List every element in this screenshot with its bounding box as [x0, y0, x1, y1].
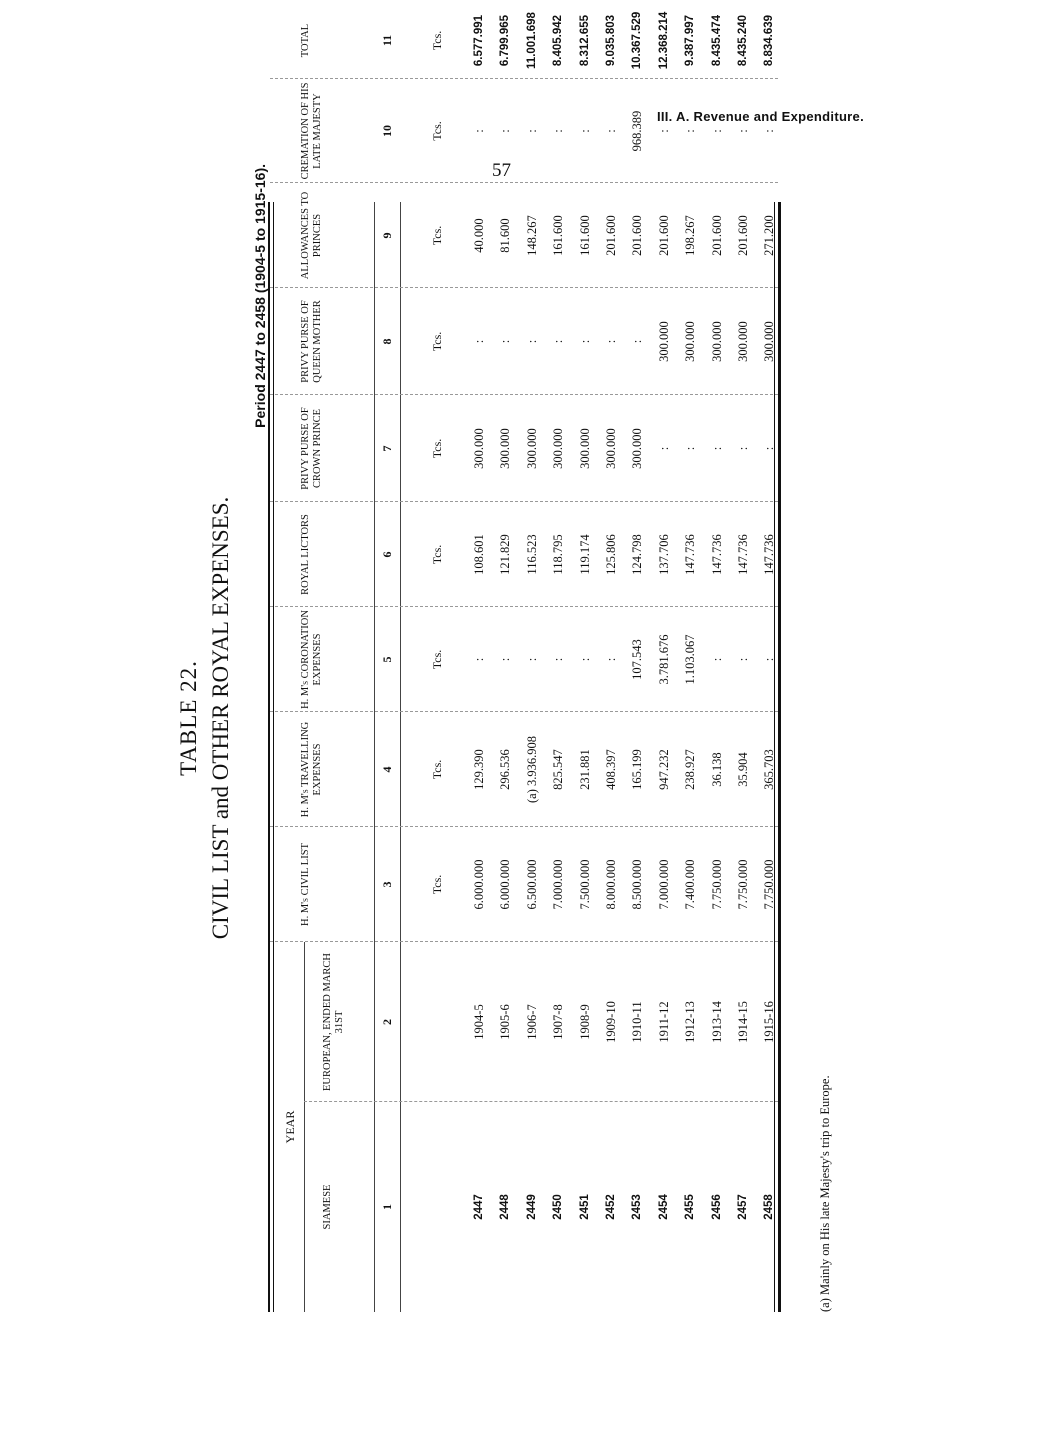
table-cell: 1912-13	[683, 1001, 698, 1043]
table-cell: 300.000	[709, 321, 724, 362]
table-cell: :	[498, 657, 513, 662]
table-cell: 2453	[631, 1194, 644, 1220]
table-cell: 7.400.000	[683, 859, 698, 910]
table-cell: :	[736, 129, 750, 133]
column-unit: Tcs.	[430, 649, 444, 670]
column-number: 10	[380, 125, 394, 137]
table-cell: :	[472, 657, 486, 662]
table-cell: :	[762, 446, 777, 451]
table-cell: 147.736	[709, 534, 724, 575]
table-cell: 2454	[657, 1194, 670, 1220]
table-cell: 300.000	[762, 321, 777, 362]
table-cell: 11.001.698	[525, 12, 538, 69]
footnote: (a) Mainly on His late Majesty's trip to Europe.	[818, 1075, 832, 1312]
table-cell: 147.736	[683, 534, 698, 575]
table-cell: 1.103.067	[683, 634, 698, 685]
table-cell: :	[709, 446, 724, 451]
table-cell: 201.600	[630, 215, 645, 256]
table-row	[758, 14, 780, 1312]
column-header: TOTAL	[300, 23, 311, 58]
column-unit: Tcs.	[430, 759, 444, 780]
table-cell: 968.389	[630, 110, 645, 152]
table-cell: 6.000.000	[472, 859, 486, 910]
column-unit: Tcs.	[430, 331, 444, 352]
table-cell: :	[683, 446, 698, 451]
column-unit: Tcs.	[430, 874, 444, 895]
table-cell: 2451	[578, 1194, 591, 1220]
table-cell: :	[498, 129, 513, 133]
column-header: H. M's TRAVELLING EXPENSES	[300, 721, 323, 818]
table-cell: :	[709, 657, 724, 662]
year-group-header: YEAR	[283, 1110, 297, 1144]
table-cell: 147.736	[762, 534, 777, 575]
table-cell: 300.000	[630, 428, 645, 469]
table-cell: 1907-8	[551, 1004, 566, 1040]
table-cell: 147.736	[736, 534, 750, 575]
table-cell: 8.312.655	[578, 14, 591, 67]
table-cell: 201.600	[736, 215, 750, 256]
table-cell: 6.799.965	[499, 14, 512, 67]
page-number: 57	[492, 160, 511, 181]
table-cell: 2448	[499, 1194, 512, 1220]
table-cell: :	[656, 446, 671, 451]
table-cell: 2450	[552, 1194, 565, 1220]
table-cell: 129.390	[472, 749, 486, 790]
table-cell: 7.750.000	[736, 859, 750, 910]
table-cell: (a) 3.936.908	[524, 736, 539, 803]
table-cell: :	[736, 446, 750, 451]
table-cell: :	[577, 339, 592, 344]
table-cell: 1906-7	[524, 1004, 539, 1040]
table-cell: :	[604, 129, 618, 133]
table-cell: 161.600	[551, 215, 566, 256]
table-cell: :	[524, 657, 539, 662]
table-cell: 124.798	[630, 534, 645, 575]
column-header: PRIVY PURSE OF QUEEN MOTHER	[300, 300, 323, 383]
table-cell: 9.035.803	[605, 14, 617, 67]
table-cell: 1914-15	[736, 1001, 750, 1043]
column-unit: Tcs.	[430, 544, 444, 565]
table-cell: 1910-11	[630, 1001, 645, 1043]
table-cell: 300.000	[524, 428, 539, 469]
table-cell: 2452	[605, 1194, 617, 1220]
table-cell: 12.368.214	[657, 11, 670, 70]
table-cell: 7.000.000	[656, 859, 671, 910]
column-header: H. M's CORONATION EXPENSES	[300, 610, 323, 709]
table-cell: 201.600	[604, 215, 618, 256]
table-cell: :	[551, 129, 566, 133]
table-cell: :	[683, 129, 698, 133]
table-cell: 108.601	[472, 534, 486, 575]
table-cell: 8.435.474	[710, 14, 723, 67]
table-cell: 81.600	[498, 218, 513, 253]
table-cell: 9.387.997	[684, 14, 697, 67]
column-number: 9	[380, 232, 394, 239]
table-cell: 300.000	[656, 321, 671, 362]
table-cell: 8.405.942	[552, 14, 565, 67]
table-cell: 7.750.000	[709, 859, 724, 910]
table-cell: 947.232	[656, 749, 671, 790]
column-header: EUROPEAN, ENDED MARCH 31ST	[322, 953, 345, 1091]
table-cell: 2447	[473, 1194, 485, 1220]
column-unit: Tcs.	[430, 225, 444, 246]
table-cell: 1913-14	[709, 1001, 724, 1043]
table-cell: 2456	[710, 1194, 723, 1220]
table-cell: 148.267	[524, 215, 539, 256]
table-cell: 825.547	[551, 749, 566, 790]
table-cell: 10.367.529	[631, 11, 644, 70]
column-unit: Tcs.	[430, 30, 444, 51]
table-cell: 201.600	[656, 215, 671, 256]
column-number: 3	[380, 881, 394, 888]
table-cell: 300.000	[577, 428, 592, 469]
table-cell: :	[551, 657, 566, 662]
table-cell: 296.536	[498, 749, 513, 790]
table-cell: :	[709, 129, 724, 133]
table-cell: 198.267	[683, 215, 698, 256]
table-cell: 1904-5	[472, 1004, 486, 1040]
column-header: CREMATION OF HIS LATE MAJESTY	[300, 82, 323, 180]
table-cell: 165.199	[630, 749, 645, 790]
table-cell: 2455	[684, 1194, 697, 1220]
table-cell: 1911-12	[656, 1001, 671, 1043]
table-row	[653, 11, 675, 1312]
column-header: ALLOWANCES TO PRINCES	[300, 191, 323, 280]
table-cell: 300.000	[472, 428, 486, 469]
table-cell: 1905-6	[498, 1004, 513, 1040]
table-cell: 6.000.000	[498, 859, 513, 910]
column-number: 8	[380, 338, 394, 345]
table-cell: 3.781.676	[656, 634, 671, 685]
table-cell: :	[472, 129, 486, 133]
table-cell: :	[524, 129, 539, 133]
table-cell: :	[762, 129, 777, 133]
table-cell: 1908-9	[577, 1004, 592, 1040]
table-subtitle: CIVIL LIST and OTHER ROYAL EXPENSES.	[208, 496, 233, 940]
table-cell: :	[577, 657, 592, 662]
table-cell: 238.927	[683, 749, 698, 790]
table-cell: :	[736, 657, 750, 662]
table-row	[468, 14, 490, 1312]
table-cell: :	[551, 339, 566, 344]
column-number: 11	[380, 34, 394, 47]
column-header: SIAMESE	[322, 1184, 333, 1230]
table-cell: 40.000	[472, 218, 486, 253]
table-cell: 7.500.000	[577, 859, 592, 910]
table-row	[600, 14, 622, 1312]
table-cell: 8.500.000	[630, 859, 645, 910]
table-cell: 137.706	[656, 534, 671, 575]
table-cell: 6.577.991	[473, 14, 485, 67]
section-header: III. A. Revenue and Expenditure.	[656, 109, 864, 124]
table-row	[626, 11, 648, 1312]
table-cell: 125.806	[604, 534, 618, 575]
column-number: 7	[380, 445, 394, 452]
table-cell: :	[604, 657, 618, 662]
table-cell: 201.600	[709, 215, 724, 256]
column-header: H. M's CIVIL LIST	[300, 843, 311, 926]
column-header: ROYAL LICTORS	[300, 514, 311, 595]
column-number: 2	[380, 1019, 394, 1025]
table-cell: :	[524, 339, 539, 344]
table-cell: :	[630, 339, 645, 344]
table-row	[706, 14, 728, 1312]
table-cell: :	[762, 657, 777, 662]
table-cell: 2449	[525, 1194, 538, 1220]
table-cell: 1909-10	[604, 1001, 618, 1043]
table-row	[679, 14, 701, 1312]
table-cell: 300.000	[604, 428, 618, 469]
table-cell: 300.000	[683, 321, 698, 362]
table-cell: 8.000.000	[604, 859, 618, 910]
table-cell: 121.829	[498, 534, 513, 575]
table-cell: 118.795	[551, 534, 566, 575]
table-cell: 161.600	[577, 215, 592, 256]
column-header: PRIVY PURSE OF CROWN PRINCE	[300, 407, 323, 490]
table-cell: 7.750.000	[762, 859, 777, 910]
table-cell: 8.435.240	[737, 14, 749, 67]
table-cell: 300.000	[736, 321, 750, 362]
column-number: 5	[380, 656, 394, 663]
table-cell: :	[577, 129, 592, 133]
table-cell: 36.138	[709, 752, 724, 787]
table-row	[732, 14, 754, 1312]
column-number: 6	[380, 551, 394, 558]
column-unit: Tcs.	[430, 121, 444, 141]
table-cell: 1915-16	[762, 1001, 777, 1043]
table-cell: 119.174	[577, 534, 592, 575]
table-row	[574, 14, 596, 1312]
table-cell: 116.523	[524, 534, 539, 575]
table-cell: :	[656, 129, 671, 133]
table-cell: 300.000	[551, 428, 566, 469]
table-cell: 300.000	[498, 428, 513, 469]
table-cell: 231.881	[577, 749, 592, 790]
table-title: TABLE 22.	[176, 660, 201, 776]
table-cell: 107.543	[630, 639, 645, 680]
table-cell: 2458	[763, 1194, 776, 1220]
table-cell: :	[498, 339, 513, 344]
table-cell: 365.703	[762, 749, 777, 790]
table-row	[547, 14, 569, 1312]
table-period: Period 2447 to 2458 (1904-5 to 1915-16).	[252, 164, 268, 428]
table-cell: 6.500.000	[524, 859, 539, 910]
table-cell: 408.397	[604, 749, 618, 790]
table-row	[521, 12, 543, 1312]
table-cell: 35.904	[736, 752, 750, 787]
table-cell: :	[472, 339, 486, 344]
table-cell: 2457	[737, 1194, 749, 1220]
column-number: 4	[380, 766, 394, 773]
table-cell: :	[604, 339, 618, 344]
column-number: 1	[380, 1204, 394, 1210]
table-cell: 271.200	[762, 215, 777, 256]
table-cell: 7.000.000	[551, 859, 566, 910]
table-cell: 8.834.639	[763, 14, 776, 67]
column-unit: Tcs.	[430, 438, 444, 459]
